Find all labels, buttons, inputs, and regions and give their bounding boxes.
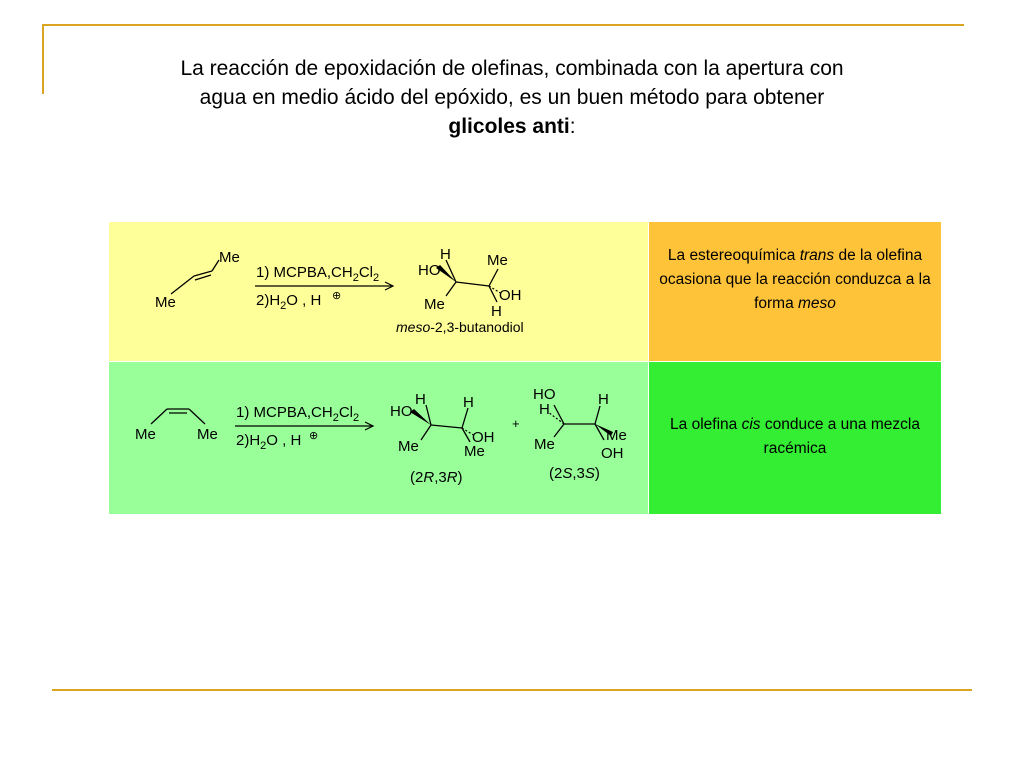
trans-olefin xyxy=(171,260,219,294)
frame-left-line xyxy=(42,24,44,94)
meso-h-bottom: H xyxy=(491,303,502,320)
p2-me-right: Me xyxy=(606,427,627,444)
plus-sign: + xyxy=(512,416,520,431)
cis-note-cell xyxy=(649,362,941,514)
meso-me-top: Me xyxy=(487,252,508,269)
cis-olefin-me-right: Me xyxy=(197,426,218,443)
product-2s3s xyxy=(548,405,613,440)
p1-me: Me xyxy=(398,438,419,455)
proton-charge: ⊕ xyxy=(309,430,319,442)
p2-me: Me xyxy=(534,436,555,453)
slide-title xyxy=(60,54,964,141)
reagent-line-1: 1) $MCPBA,CH_2Cl_2$ xyxy=(256,264,380,284)
cis-reaction-scheme xyxy=(109,362,648,514)
title-bold-term: glicoles anti xyxy=(448,115,570,138)
reagent-line-2: $2)H_2O$ , H xyxy=(236,432,302,452)
meso-ho: HO xyxy=(418,262,441,279)
meso-h-top: H xyxy=(440,246,451,263)
p2-h-left: H xyxy=(539,401,550,418)
p1-ho: HO xyxy=(390,403,413,420)
meso-product-name: meso-2,3-butanodiol xyxy=(396,319,524,335)
title-colon: : xyxy=(569,115,576,138)
trans-scheme-cell xyxy=(109,222,648,361)
frame-bottom-line xyxy=(52,689,972,691)
reagent-line-1: 1) $MCPBA,CH_2Cl_2$ xyxy=(236,404,360,424)
p1-label: (2R,3R) xyxy=(410,469,463,486)
title-line-1: La reacción de epoxidación de olefinas, combinada con la apertura con xyxy=(180,57,844,80)
p2-h-right: H xyxy=(598,391,609,408)
p1-me-bottom: Me xyxy=(464,443,485,460)
p2-oh: OH xyxy=(601,445,624,462)
trans-note-cell xyxy=(649,222,941,361)
trans-olefin-me-top: Me xyxy=(219,249,240,266)
reagent-line-2: $2)H_2O$ , H xyxy=(256,292,322,312)
trans-olefin-me-bottom: Me xyxy=(155,294,176,311)
trans-reaction-scheme xyxy=(109,222,648,361)
cis-note-text: La olefina cis conduce a una mezcla racémica xyxy=(670,416,920,457)
meso-me-bottom: Me xyxy=(424,296,445,313)
title-line-2: agua en medio ácido del epóxido, es un buen método para obtener xyxy=(199,86,825,109)
cis-row xyxy=(109,362,941,514)
frame-top-line xyxy=(42,24,964,26)
trans-note-text: La estereoquímica trans de la olefina ocasiona que la reacción conduzca a la forma meso xyxy=(659,247,931,312)
cis-olefin-me-left: Me xyxy=(135,426,156,443)
p2-label: (2S,3S) xyxy=(549,465,600,482)
p1-oh: OH xyxy=(472,429,495,446)
meso-oh: OH xyxy=(499,287,522,304)
proton-charge: ⊕ xyxy=(332,290,342,302)
p1-h-left: H xyxy=(415,391,426,408)
p1-h-right: H xyxy=(463,394,474,411)
p2-ho: HO xyxy=(533,386,556,403)
cis-scheme-cell xyxy=(109,362,648,514)
trans-row xyxy=(109,222,941,361)
cis-olefin xyxy=(151,409,205,424)
